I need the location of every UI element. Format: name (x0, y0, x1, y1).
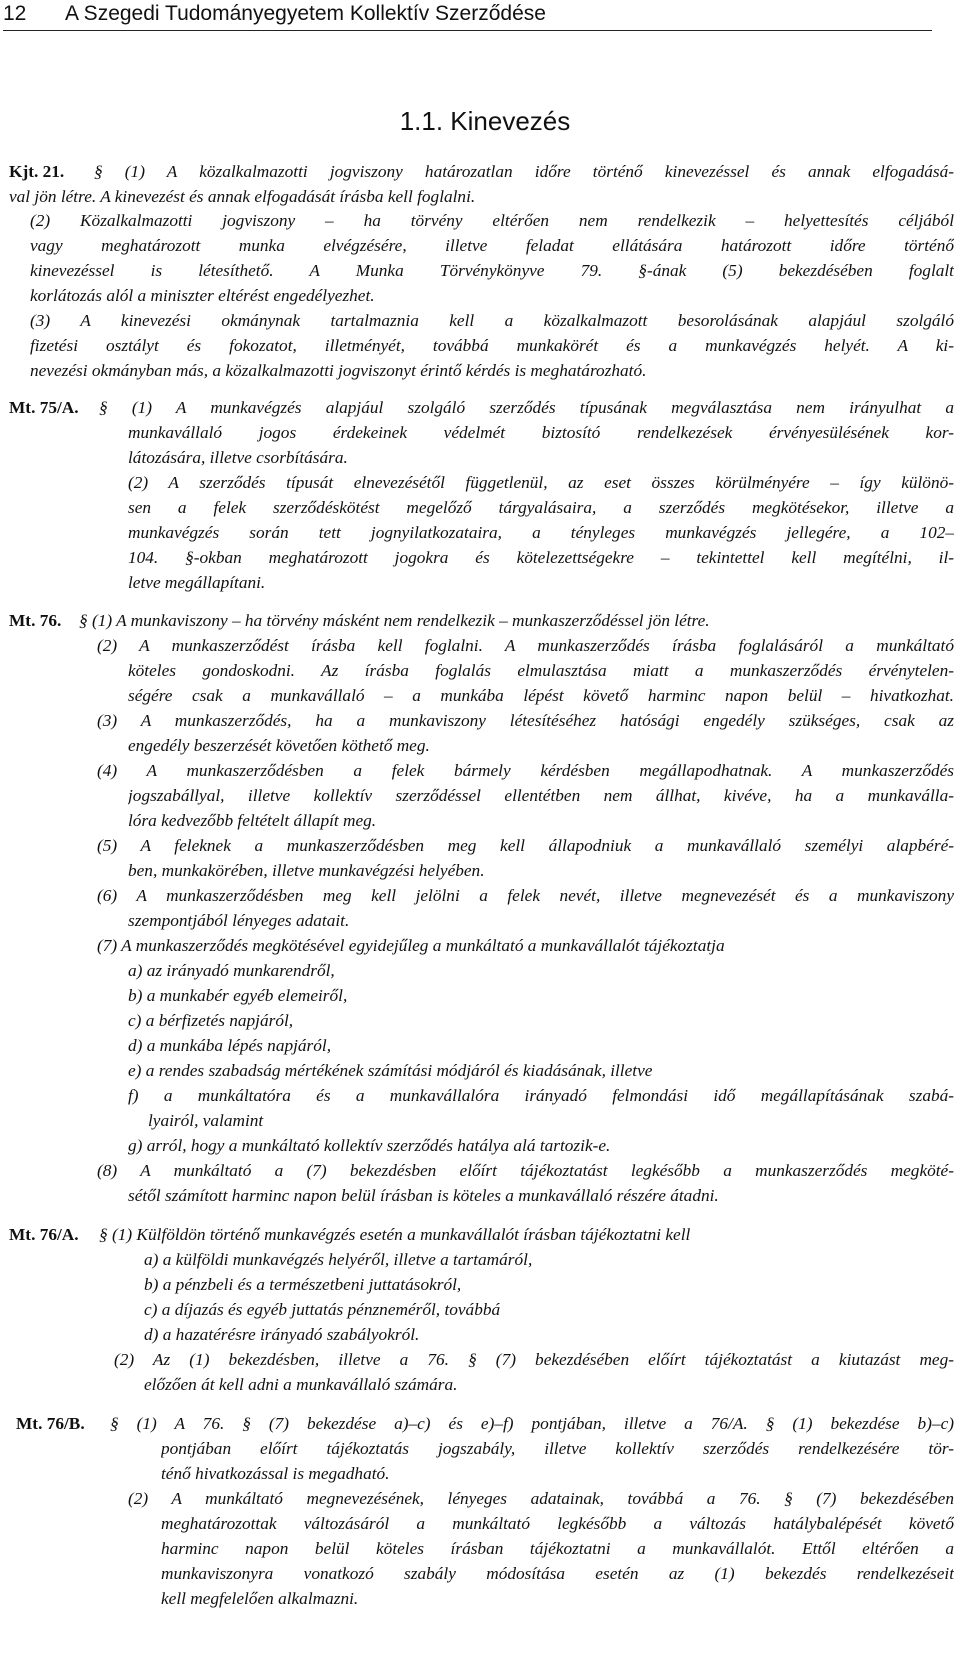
list-item: e) a rendes szabadság mértékének számítási módjáról és kiadásának, illetve (128, 1061, 653, 1080)
list-item: d) a munkába lépés napjáról, (128, 1036, 332, 1055)
paragraph-label: Mt. 76. (9, 611, 62, 630)
text-line: § (1) Külföldön történő munkavégzés esetén a munkavállalót írásban tájékoztatni kell (99, 1225, 691, 1244)
text-line: munkaviszonyra vonatkozó szabály módosítása esetén az (1) bekezdés rendelkezéseit (161, 1564, 954, 1583)
list-item: c) a díjazás és egyéb juttatás pénznеméről, továbbá (144, 1300, 501, 1319)
text-line: (2) Közalkalmazotti jogviszony – ha törvény eltérően nem rendelkezik – helyettesítés céljából (30, 211, 954, 230)
list-item: b) a pénzbeli és a természetbeni juttatásokról, (144, 1275, 462, 1294)
paragraph-label: Kjt. 21. (9, 162, 65, 181)
text-line: (5) A feleknek a munkaszerződésben meg kell állapodniuk a munkavállaló személyi alapbéré- (97, 836, 954, 855)
list-item: c) a bérfizetés napjáról, (128, 1011, 294, 1030)
text-line: munkavégzés során tett jognyilatkozataira, a tényleges munkavégzés jellegére, a 102– (128, 523, 954, 542)
text-line: § (1) A munkavégzés alapjául szolgáló szerződés típusának megválasztása nem irányulhat a (99, 398, 954, 417)
paragraph-label: Mt. 76/A. (9, 1225, 79, 1244)
text-line: harminc napon belül köteles írásban tájékoztatni a munkavállalót. Ettől eltérően a (161, 1539, 954, 1558)
list-item: d) a hazatérésre irányadó szabályokról. (144, 1325, 420, 1344)
text-line: (3) A kinevezési okmánynak tartalmaznia kell a közalkalmazott besorolásának alapjául szolgáló (30, 311, 954, 330)
running-header (3, 0, 932, 31)
text-line: (2) A munkaszerződést írásba kell foglalni. A munkaszerződés írásba foglalásáról a munkáltató (97, 636, 954, 655)
text-line: kinevezéssel is létesíthető. A Munka Törvénykönyve 79. §-ának (5) bekezdésében foglalt (30, 261, 954, 280)
text-line: ben, munkakörében, illetve munkavégzési helyében. (128, 861, 485, 880)
list-item: b) a munkabér egyéb elemeiről, (128, 986, 348, 1005)
page-number: 12 (3, 2, 27, 25)
text-line: § (1) A 76. § (7) bekezdése a)–c) és e)–f) pontjában, illetve a 76/A. § (1) bekezdése b)–c) (110, 1414, 954, 1433)
text-line: fizetési osztályt és fokozatot, illetményét, továbbá munkakörét és a munkavégzés helyét. A ki- (30, 336, 954, 355)
list-item: g) arról, hogy a munkáltató kollektív szerződés hatálya alá tartozik-e. (128, 1136, 611, 1155)
text-line: ténő hivatkozással is megadható. (161, 1464, 390, 1483)
section-title: 1.1. Kinevezés (399, 106, 571, 136)
text-line: (8) A munkáltató a (7) bekezdésben előírt tájékoztatást legkésőbb a munkaszerződés megköté- (97, 1161, 954, 1180)
text-line: sétől számított harminc napon belül írásban is köteles a munkavállaló részére átadni. (128, 1186, 719, 1205)
text-line: kell megfelelően alkalmazni. (161, 1589, 359, 1608)
text-line: (2) Az (1) bekezdésben, illetve a 76. § (7) bekezdésében előírt tájékoztatást a kiutazást meg- (114, 1350, 954, 1369)
paragraph-label: Mt. 76/B. (16, 1414, 85, 1433)
text-line: vagy meghatározott munka elvégzésére, illetve feladat ellátására határozott időre történő (30, 236, 954, 255)
text-line: szempontjából lényeges adatait. (128, 911, 350, 930)
text-line: meghatározottak változásáról a munkáltató legkésőbb a változás hatálybalépését követő (161, 1514, 954, 1533)
list-item: a) a külföldi munkavégzés helyéről, illetve a tartamáról, (144, 1250, 533, 1269)
text-line: pontjában előírt tájékoztatás jogszabály, illetve kollektív szerződés rendelkezésére tör- (161, 1439, 954, 1458)
text-line: (3) A munkaszerződés, ha a munkaviszony létesítéséhez hatósági engedély szükséges, csak az (97, 711, 954, 730)
text-line: (4) A munkaszerződésben a felek bármely kérdésben megállapodhatnak. A munkaszerződés (97, 761, 954, 780)
text-line: nevezési okmányban más, a közalkalmazotti jogviszonyt érintő kérdés is meghatározható. (30, 361, 647, 380)
text-line: val jön létre. A kinevezést és annak elfogadását írásba kell foglalni. (9, 187, 476, 206)
text-line: § (1) A közalkalmazotti jogviszony határozatlan időre történő kinevezéssel és annak elfogadásá- (94, 162, 954, 181)
text-line: (2) A munkáltató megnevezésének, lényeges adatainak, továbbá a 76. § (7) bekezdésében (128, 1489, 954, 1508)
text-line: sen a felek szerződéskötést megelőző tárgyalásaira, a szerződés megkötésekor, illetve a (128, 498, 954, 517)
text-line: engedély beszerzését követően köthető meg. (128, 736, 430, 755)
text-line: látozására, illetve csorbítására. (128, 448, 348, 467)
text-line: ségére csak a munkavállaló – a munkába lépést követő harminc napon belül – hivatkozhat. (128, 686, 954, 705)
list-item: f) a munkáltatóra és a munkavállalóra irányadó felmondási idő megállapításának szabá- (128, 1086, 954, 1105)
text-line: előzően át kell adni a munkavállaló számára. (144, 1375, 458, 1394)
text-line: korlátozás alól a miniszter eltérést engedélyezhet. (30, 286, 375, 305)
running-title: A Szegedi Tudományegyetem Kollektív Szerződése (65, 2, 546, 25)
list-item: a) az irányadó munkarendről, (128, 961, 335, 980)
text-line: 104. §-okban meghatározott jogokra és kötelezettségekre – tekintettel kell megítélni, il- (128, 548, 954, 567)
text-line: lóra kedvezőbb feltételt állapít meg. (128, 811, 377, 830)
text-line: letve megállapítani. (128, 573, 266, 592)
list-item: lyairól, valamint (148, 1111, 264, 1130)
text-line: (2) A szerződés típusát elnevezésétől függetlenül, az eset összes körülményére – így különö- (128, 473, 954, 492)
text-line: (6) A munkaszerződésben meg kell jelölni a felek nevét, illetve megnevezését és a munkaviszony (97, 886, 954, 905)
text-line: jogszabállyal, illetve kollektív szerződéssel ellentétben nem állhat, kivéve, ha a munkavállа- (128, 786, 954, 805)
text-line: munkavállaló jogos érdekeinek védelmét biztosító rendelkezések érvényesülésének kor- (128, 423, 954, 442)
text-line: (7) A munkaszerződés megkötésével egyidejűleg a munkáltató a munkavállalót tájékoztatja (97, 936, 725, 955)
paragraph-label: Mt. 75/A. (9, 398, 79, 417)
text-line: § (1) A munkaviszony – ha törvény másként nem rendelkezik – munkaszerződéssel jön létre. (79, 611, 710, 630)
text-line: köteles gondoskodni. Az írásba foglalás elmulasztása miatt a munkaszerződés érvénytelen- (128, 661, 954, 680)
